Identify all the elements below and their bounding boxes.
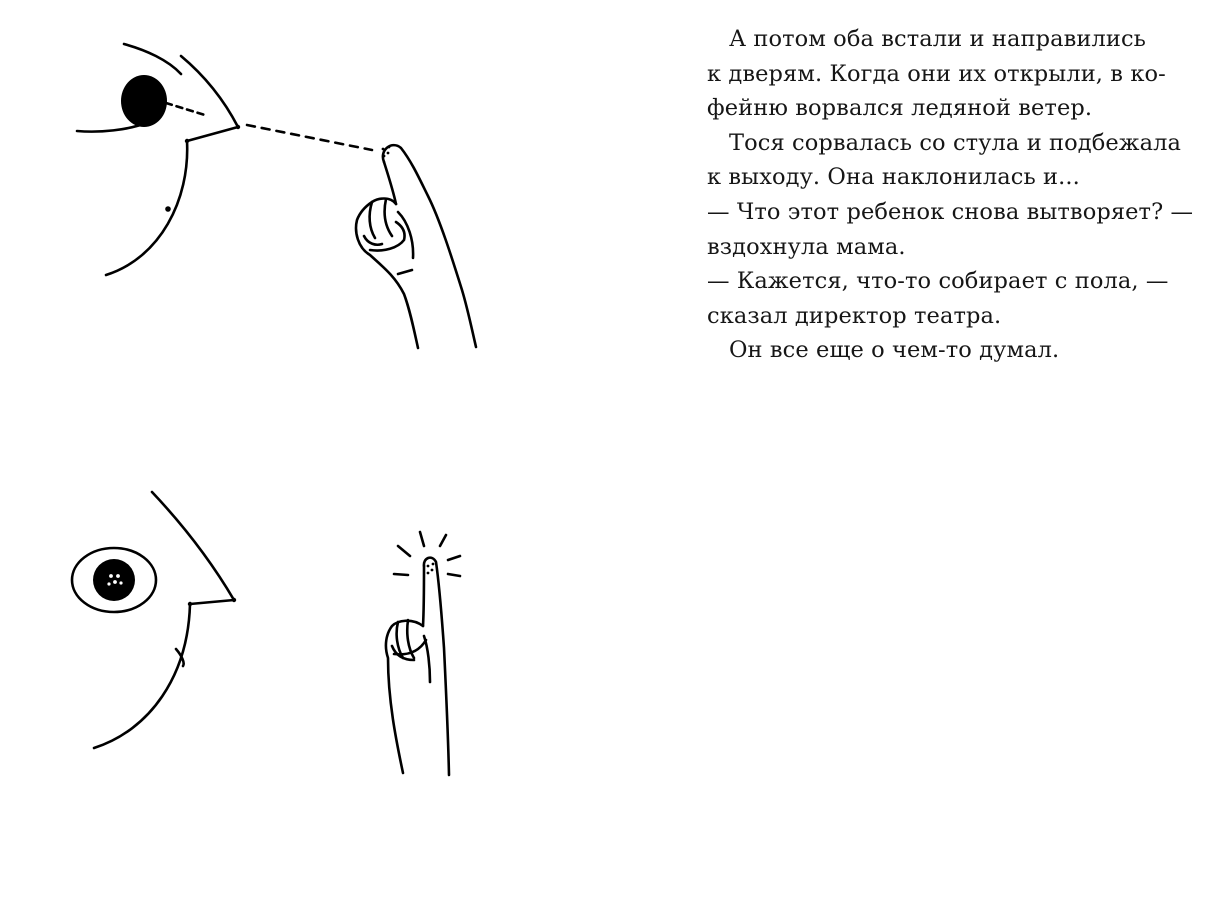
text-line: А потом оба встали и направились: [729, 26, 1146, 52]
gaze-line-top: [247, 125, 372, 150]
text-line: Тося сорвалась со стула и подбежала: [729, 129, 1182, 156]
text-line: фейню ворвался ледяной ветер.: [707, 95, 1093, 122]
hand-raised-finger-bottom: [386, 558, 449, 775]
text-line: сказал директор театра.: [707, 302, 1002, 329]
text-line: к выходу. Она наклонилась и...: [707, 164, 1080, 191]
text-line: — Что этот ребенок снова вытворяет? —: [707, 198, 1194, 225]
face-looking-at-finger-illustration: [77, 44, 476, 348]
text-line: к дверям. Когда они их открыли, в ко-: [707, 60, 1166, 87]
face-with-raised-finger-illustration: [72, 492, 460, 775]
eye-top: [121, 75, 167, 127]
text-line: вздохнула мама.: [707, 233, 906, 260]
text-line: — Кажется, что-то собирает с пола, —: [707, 268, 1169, 295]
hand-pointing-top: [356, 145, 476, 348]
cheek-dot-top: [165, 206, 171, 212]
face-profile-bottom: [72, 492, 236, 748]
text-line: Он все еще о чем-то думал.: [729, 337, 1060, 364]
idea-sparkle-lines: [394, 532, 460, 576]
story-text: [707, 22, 1207, 368]
face-profile-top: [77, 44, 240, 275]
eye-pupil-bottom: [93, 559, 135, 601]
